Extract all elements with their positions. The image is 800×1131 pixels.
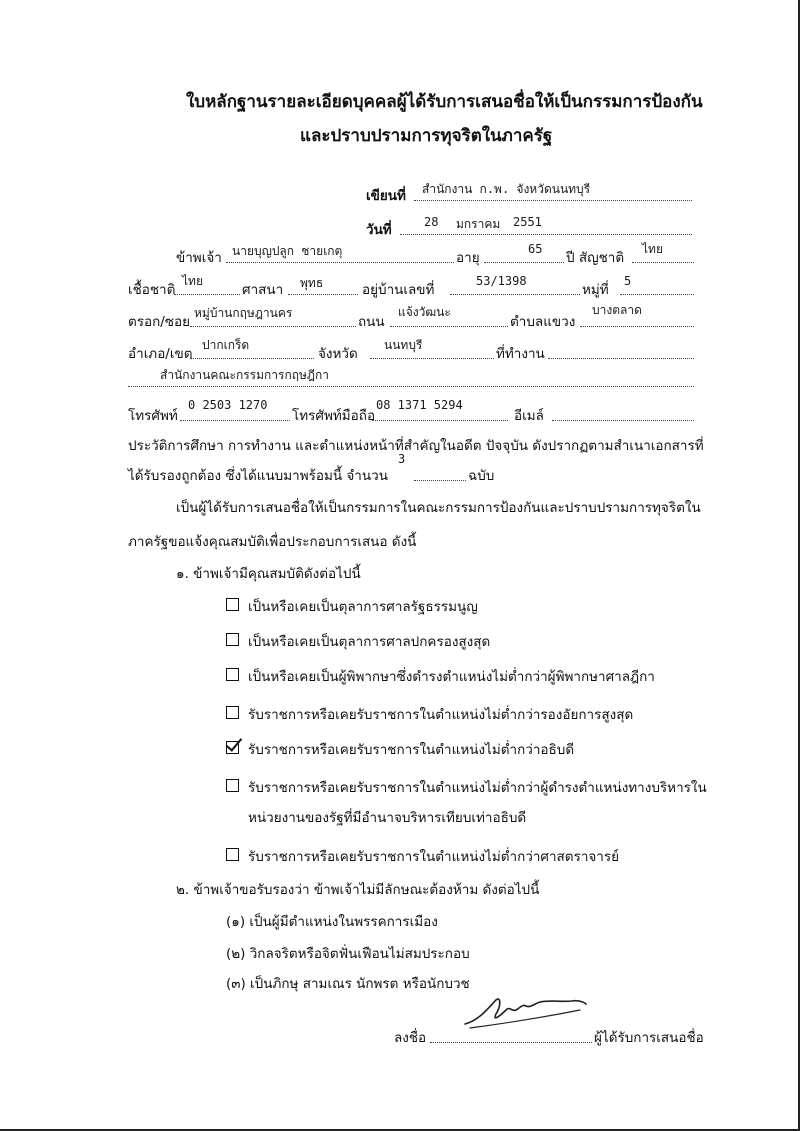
date-month: มกราคม: [456, 217, 501, 231]
mobile-line: [372, 420, 508, 421]
qualification-checkbox-7[interactable]: [226, 848, 239, 861]
history-text-2: ได้รับรองถูกต้อง ซึ่งได้แนบมาพร้อมนี้ จำนวน: [128, 468, 388, 484]
qualification-checkbox-5[interactable]: [226, 741, 239, 754]
soi-label: ตรอก/ซอย: [128, 314, 191, 330]
age-line: [484, 262, 564, 263]
subdistrict-line: [580, 326, 694, 327]
written-at-value: สำนักงาน ก.พ. จังหวัดนนทบุรี: [422, 182, 591, 196]
qualification-checkbox-6[interactable]: [226, 779, 239, 792]
attachment-unit: ฉบับ: [468, 468, 495, 484]
intro-line-2: ภาครัฐขอแจ้งคุณสมบัติเพื่อประกอบการเสนอ ดังนี้: [128, 534, 417, 550]
moo-line: [620, 294, 694, 295]
workplace-line-2: [128, 386, 694, 387]
race-line: [174, 294, 240, 295]
age-label: อายุ: [456, 250, 480, 266]
soi-line: [190, 326, 356, 327]
workplace-label: ที่ทำงาน: [496, 346, 545, 362]
qualification-text-5: รับราชการหรือเคยรับราชการในตำแหน่งไม่ต่ำกว่าอธิบดี: [248, 742, 575, 758]
email-label: อีเมล์: [514, 408, 544, 424]
nationality-line: [632, 262, 694, 263]
road-value: แจ้งวัฒนะ: [398, 305, 451, 319]
qualification-checkbox-3[interactable]: [226, 668, 239, 681]
signature-line: [430, 1042, 592, 1043]
i-label: ข้าพเจ้า: [176, 250, 222, 266]
prohibition-item-1: (๑) เป็นผู้มีตำแหน่งในพรรคการเมือง: [226, 914, 438, 930]
moo-value: 5: [624, 274, 632, 288]
house-no-value: 53/1398: [476, 274, 527, 288]
name-value: นายบุญปลูก ชายเกตุ: [232, 244, 343, 258]
district-label: อำเภอ/เขต: [128, 346, 193, 362]
signature-role: ผู้ได้รับการเสนอชื่อ: [594, 1030, 704, 1046]
qualification-text-7: รับราชการหรือเคยรับราชการในตำแหน่งไม่ต่ำกว่าศาสตราจารย์: [248, 849, 620, 865]
nationality-value: ไทย: [642, 242, 663, 256]
soi-value: หมู่บ้านกฤษฎานคร: [194, 306, 293, 320]
document-title-line2: และปราบปรามการทุจริตในภาครัฐ: [300, 126, 553, 146]
house-no-label: อยู่บ้านเลขที่: [362, 282, 435, 298]
race-label: เชื้อชาติ: [128, 282, 176, 298]
written-at-label: เขียนที่: [366, 188, 406, 204]
religion-line: [288, 294, 358, 295]
email-line: [552, 420, 694, 421]
document-title-line1: ใบหลักฐานรายละเอียดบุคคลผู้ได้รับการเสนอชื่อให้เป็นกรรมการป้องกัน: [186, 92, 703, 112]
date-label: วันที่: [366, 222, 392, 238]
subdistrict-value: บางตลาด: [592, 303, 642, 317]
qualification-text-2: เป็นหรือเคยเป็นตุลาการศาลปกครองสูงสุด: [248, 634, 491, 650]
house-no-line: [450, 294, 580, 295]
workplace-value: สำนักงานคณะกรรมการกฤษฎีกา: [160, 368, 329, 382]
province-value: นนทบุรี: [384, 338, 423, 352]
qualification-checkbox-4[interactable]: [226, 706, 239, 719]
age-value: 65: [528, 242, 543, 256]
moo-label: หมู่ที่: [582, 282, 609, 298]
race-value: ไทย: [182, 274, 203, 288]
date-day: 28: [424, 215, 439, 229]
nationality-label: ปี สัญชาติ: [566, 250, 625, 266]
phone-line: [180, 420, 290, 421]
mobile-label: โทรศัพท์มือถือ: [292, 408, 376, 424]
province-line: [370, 358, 494, 359]
qualification-text-3: เป็นหรือเคยเป็นผู้พิพากษาซึ่งดำรงตำแหน่งไม่ต่ำกว่าผู้พิพากษาศาลฎีกา: [248, 669, 655, 685]
count-line: [414, 480, 466, 481]
section2-heading: ๒. ข้าพเจ้าขอรับรองว่า ข้าพเจ้าไม่มีลักษณะต้องห้าม ดังต่อไปนี้: [176, 882, 540, 898]
section1-heading: ๑. ข้าพเจ้ามีคุณสมบัติดังต่อไปนี้: [176, 566, 361, 582]
province-label: จังหวัด: [318, 346, 358, 362]
signature-scribble: [460, 994, 590, 1034]
signature-label: ลงชื่อ: [394, 1030, 427, 1046]
religion-value: พุทธ: [300, 276, 324, 290]
intro-line-1: เป็นผู้ได้รับการเสนอชื่อให้เป็นกรรมการในคณะกรรมการป้องกันและปราบปรามการทุจริตใน: [176, 500, 701, 516]
subdistrict-label: ตำบลแขวง: [510, 314, 576, 330]
qualification-text-6: รับราชการหรือเคยรับราชการในตำแหน่งไม่ต่ำกว่าผู้ดำรงตำแหน่งทางบริหารใน: [248, 780, 707, 796]
date-year: 2551: [513, 215, 542, 229]
prohibition-item-3: (๓) เป็นภิกษุ สามเณร นักพรต หรือนักบวช: [226, 976, 470, 992]
qualification-text-6b: หน่วยงานของรัฐที่มีอำนาจบริหารเทียบเท่าอธิบดี: [248, 810, 527, 826]
date-line: [400, 234, 692, 235]
phone-label: โทรศัพท์: [128, 408, 178, 424]
written-at-line: [414, 200, 692, 201]
qualification-checkbox-1[interactable]: [226, 598, 239, 611]
religion-label: ศาสนา: [242, 282, 284, 298]
qualification-checkbox-2[interactable]: [226, 633, 239, 646]
phone-value: 0 2503 1270: [188, 398, 268, 412]
attachment-count: 3: [398, 452, 406, 466]
qualification-text-4: รับราชการหรือเคยรับราชการในตำแหน่งไม่ต่ำกว่ารองอัยการสูงสุด: [248, 707, 634, 723]
qualification-text-1: เป็นหรือเคยเป็นตุลาการศาลรัฐธรรมนูญ: [248, 599, 478, 615]
district-line: [190, 358, 314, 359]
mobile-value: 08 1371 5294: [376, 398, 463, 412]
history-text-1: ประวัติการศึกษา การทำงาน และตำแหน่งหน้าที่สำคัญในอดีต ปัจจุบัน ดังปรากฏตามสำเนาเอกสารที่: [128, 438, 704, 454]
prohibition-item-2: (๒) วิกลจริตหรือจิตฟั่นเฟือนไม่สมประกอบ: [226, 946, 470, 962]
workplace-line: [548, 358, 694, 359]
name-line: [226, 262, 454, 263]
district-value: ปากเกร็ด: [202, 338, 250, 352]
road-line: [390, 326, 508, 327]
road-label: ถนน: [358, 314, 385, 330]
